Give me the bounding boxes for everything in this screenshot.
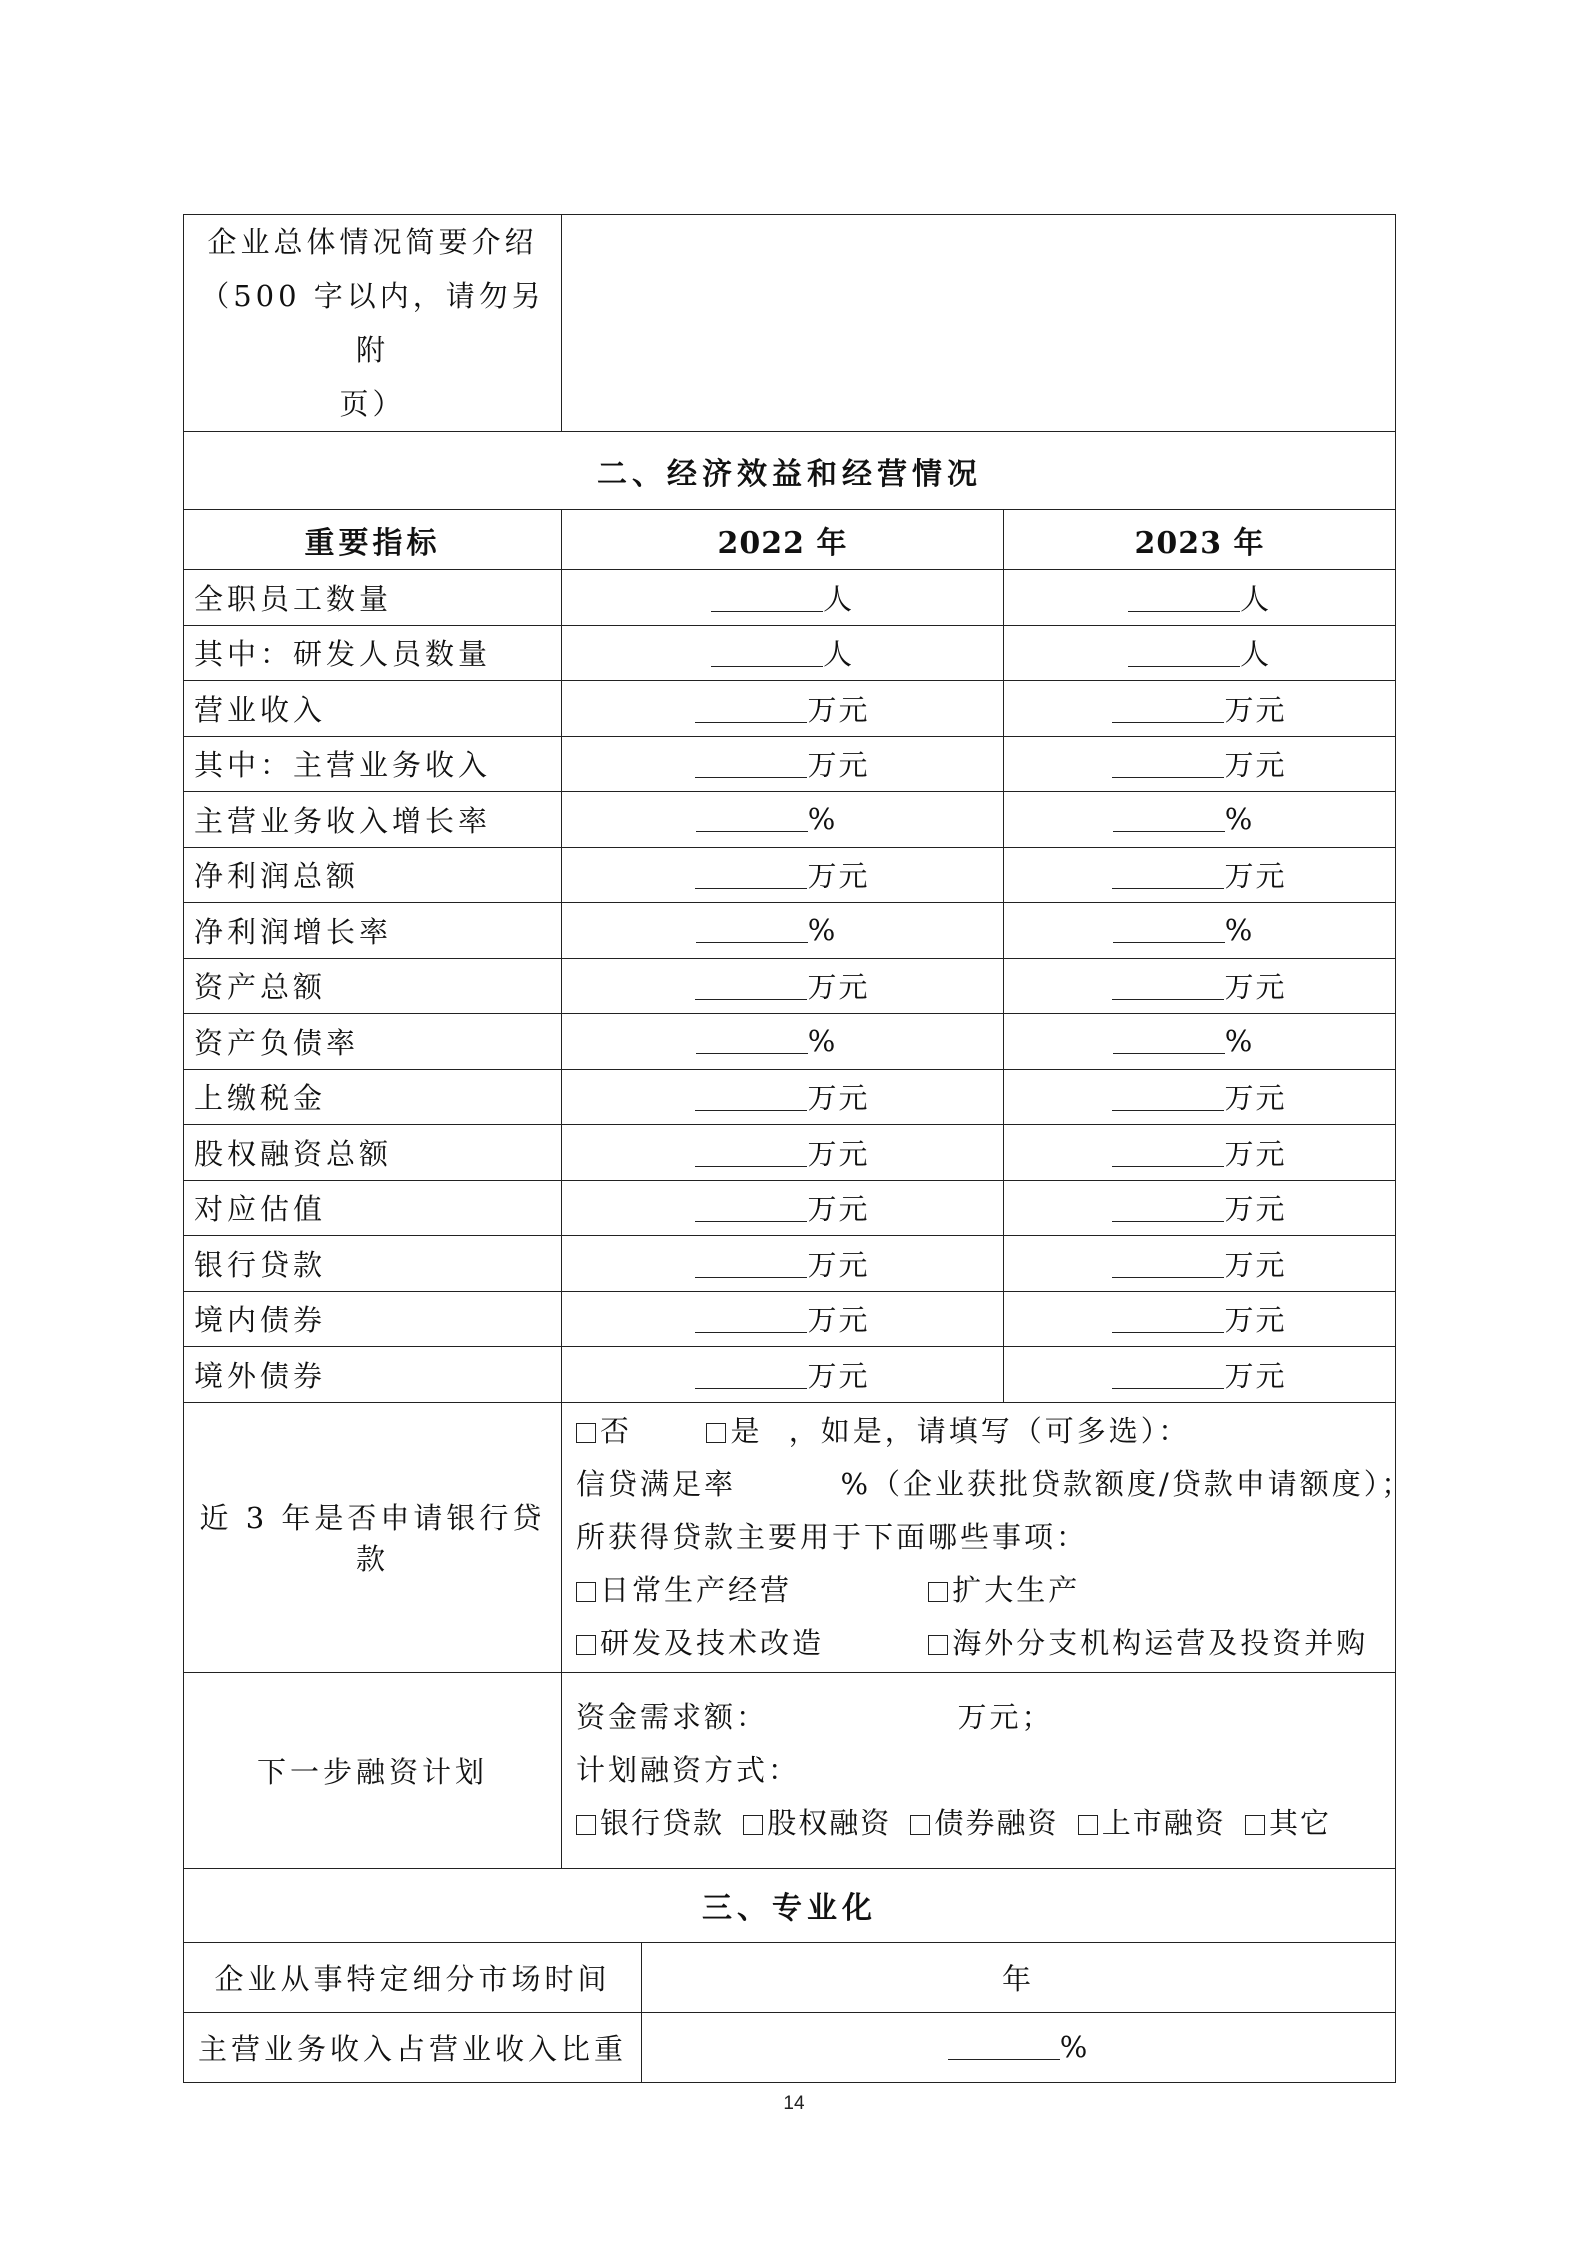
fill-blank-2023[interactable] xyxy=(1112,1362,1224,1389)
table-header xyxy=(184,510,1396,570)
checkbox-bond[interactable] xyxy=(910,1815,930,1835)
row-label: 净利润总额 xyxy=(184,847,562,903)
intro-input-area[interactable] xyxy=(562,215,1396,432)
fill-blank-2023[interactable] xyxy=(1112,973,1224,1000)
header-indicator: 重要指标 xyxy=(184,510,562,570)
fill-blank-2022[interactable] xyxy=(695,1306,807,1333)
fill-blank-2023[interactable] xyxy=(1112,1306,1224,1333)
row-label: 主营业务收入增长率 xyxy=(184,792,562,848)
checkbox-daily-operations[interactable] xyxy=(576,1582,596,1602)
fill-blank-2022[interactable] xyxy=(695,1140,807,1167)
checkbox-rd-upgrade[interactable] xyxy=(576,1635,596,1655)
loan-label: 近 3 年是否申请银行贷款 xyxy=(184,1402,562,1672)
application-form xyxy=(183,214,1414,2083)
table-row: 银行贷款 万元 万元 xyxy=(184,1236,1396,1292)
table-row: 资产总额 万元 万元 xyxy=(184,958,1396,1014)
form-table xyxy=(183,214,1414,2083)
row-label: 营业收入 xyxy=(184,681,562,737)
table-row: 境内债券 万元 万元 xyxy=(184,1291,1396,1347)
fill-blank-2022[interactable] xyxy=(695,1195,807,1222)
checkbox-no[interactable] xyxy=(576,1423,596,1443)
loan-row xyxy=(184,1402,1396,1672)
fill-blank-2023[interactable] xyxy=(1112,862,1224,889)
table-row: 其中：主营业务收入 万元 万元 xyxy=(184,736,1396,792)
years-field[interactable]: 年 xyxy=(642,1942,1396,2012)
checkbox-yes[interactable] xyxy=(706,1423,726,1443)
intro-row xyxy=(184,215,1396,432)
fill-blank-ratio[interactable] xyxy=(948,2033,1060,2060)
table-row xyxy=(184,1942,1396,2012)
row-label: 对应估值 xyxy=(184,1180,562,1236)
header-2023: 2023 年 xyxy=(1004,510,1396,570)
row-label: 银行贷款 xyxy=(184,1236,562,1292)
checkbox-other[interactable] xyxy=(1245,1815,1265,1835)
row-label: 上缴税金 xyxy=(184,1069,562,1125)
fill-blank-2022[interactable] xyxy=(696,805,808,832)
financing-options: 资金需求额： 万元； 计划融资方式： 银行贷款 股权融资 债券融资 上市融资 其它 xyxy=(562,1672,1396,1868)
table-row: 全职员工数量 人 人 xyxy=(184,570,1396,626)
fill-blank-2022[interactable] xyxy=(695,1251,807,1278)
fill-blank-2022[interactable] xyxy=(695,751,807,778)
row-label: 境外债券 xyxy=(184,1347,562,1403)
table-row: 主营业务收入增长率 % % xyxy=(184,792,1396,848)
section-title-economic: 二、经济效益和经营情况 xyxy=(184,432,1396,510)
checkbox-expand-production[interactable] xyxy=(928,1582,948,1602)
fill-blank-2022[interactable] xyxy=(696,1027,808,1054)
table-row: 主营业务收入占营业收入比重 % xyxy=(184,2012,1396,2082)
fill-blank-2023[interactable] xyxy=(1113,916,1225,943)
header-2022: 2022 年 xyxy=(562,510,1004,570)
fill-blank-2022[interactable] xyxy=(711,640,823,667)
fill-blank-2022[interactable] xyxy=(696,916,808,943)
table-row: 股权融资总额 万元 万元 xyxy=(184,1125,1396,1181)
row-label: 全职员工数量 xyxy=(184,570,562,626)
fill-blank-2023[interactable] xyxy=(1112,1140,1224,1167)
financing-label: 下一步融资计划 xyxy=(184,1672,562,1868)
checkbox-ipo[interactable] xyxy=(1078,1815,1098,1835)
table-row: 境外债券 万元 万元 xyxy=(184,1347,1396,1403)
fill-blank-2022[interactable] xyxy=(695,1362,807,1389)
fill-blank-2023[interactable] xyxy=(1128,640,1240,667)
fill-blank-2023[interactable] xyxy=(1112,1251,1224,1278)
row-label: 企业从事特定细分市场时间 xyxy=(184,1942,642,2012)
intro-label: 企业总体情况简要介绍 （500 字以内，请勿另附 页） xyxy=(184,215,562,432)
fill-blank-2023[interactable] xyxy=(1112,1195,1224,1222)
section-title-specialization: 三、专业化 xyxy=(184,1868,1396,1942)
fill-blank-2023[interactable] xyxy=(1128,585,1240,612)
checkbox-overseas-ops[interactable] xyxy=(928,1635,948,1655)
checkbox-equity[interactable] xyxy=(743,1815,763,1835)
row-label: 其中：研发人员数量 xyxy=(184,625,562,681)
table-row: 净利润总额 万元 万元 xyxy=(184,847,1396,903)
table-row: 资产负债率 % % xyxy=(184,1014,1396,1070)
fill-blank-2023[interactable] xyxy=(1113,1027,1225,1054)
row-label: 其中：主营业务收入 xyxy=(184,736,562,792)
table-row: 上缴税金 万元 万元 xyxy=(184,1069,1396,1125)
fill-blank-2023[interactable] xyxy=(1113,805,1225,832)
fill-blank-2023[interactable] xyxy=(1112,696,1224,723)
row-label: 主营业务收入占营业收入比重 xyxy=(184,2012,642,2082)
fill-blank-2022[interactable] xyxy=(695,973,807,1000)
table-row: 对应估值 万元 万元 xyxy=(184,1180,1396,1236)
table-row: 其中：研发人员数量 人 人 xyxy=(184,625,1396,681)
fill-blank-2023[interactable] xyxy=(1112,751,1224,778)
row-label: 股权融资总额 xyxy=(184,1125,562,1181)
fill-blank-2022[interactable] xyxy=(695,862,807,889)
row-label: 境内债券 xyxy=(184,1291,562,1347)
fill-blank-2022[interactable] xyxy=(695,1084,807,1111)
page-number: 14 xyxy=(783,2093,805,2114)
table-row: 净利润增长率 % % xyxy=(184,903,1396,959)
loan-options: 否 是 ，如是，请填写（可多选）： 信贷满足率 %（企业获批贷款额度/贷款申请额度）； 所获得贷款主要用于下面哪些事项： 日常生产经营 扩大生产 研发及技术改造 海外分支机构运营及投资并购 xyxy=(562,1402,1396,1672)
row-label: 资产总额 xyxy=(184,958,562,1014)
fill-blank-2022[interactable] xyxy=(711,585,823,612)
fill-blank-2022[interactable] xyxy=(695,696,807,723)
row-label: 净利润增长率 xyxy=(184,903,562,959)
row-label: 资产负债率 xyxy=(184,1014,562,1070)
table-row: 营业收入 万元 万元 xyxy=(184,681,1396,737)
checkbox-bank-loan[interactable] xyxy=(576,1815,596,1835)
fill-blank-2023[interactable] xyxy=(1112,1084,1224,1111)
financing-row xyxy=(184,1672,1396,1868)
